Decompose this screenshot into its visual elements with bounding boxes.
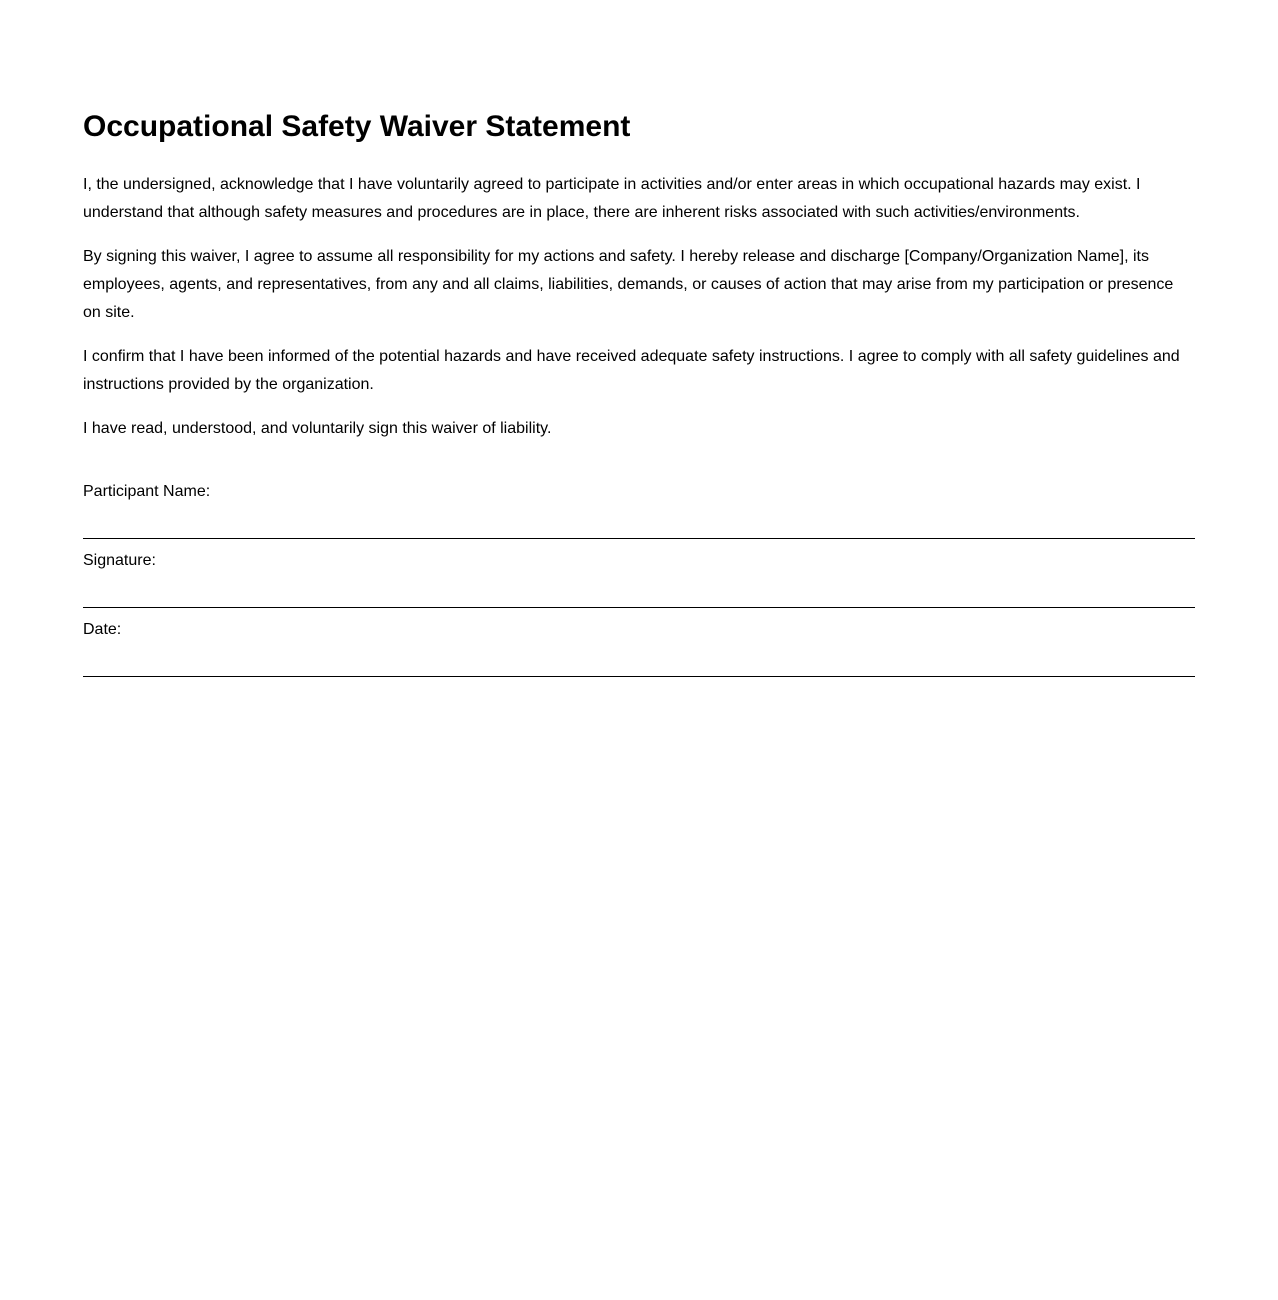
signature-section	[83, 478, 1195, 677]
participant-name-field	[83, 478, 1195, 539]
participant-name-line	[83, 538, 1195, 539]
date-line	[83, 676, 1195, 677]
participant-name-label: Participant Name:	[83, 483, 211, 500]
signature-field	[83, 547, 1195, 608]
waiver-paragraph-release: By signing this waiver, I agree to assume all responsibility for my actions and safety. I hereby release and discharge [Company/Organization Name], its employees, agents, and representatives, from any and all claims, liabilities, demands, or causes of action that may arise from my participation or presence on site.	[83, 248, 1174, 321]
waiver-paragraph-intro: I, the undersigned, acknowledge that I have voluntarily agreed to participate in activities and/or enter areas in which occupational hazards may exist. I understand that although safety measures and procedures are in place, there are inherent risks associated with such activities/environments.	[83, 176, 1141, 221]
signature-label: Signature:	[83, 552, 156, 569]
waiver-paragraph-confirmation: I confirm that I have been informed of the potential hazards and have received adequate safety instructions. I agree to comply with all safety guidelines and instructions provided by the organization.	[83, 348, 1180, 393]
page-title: Occupational Safety Waiver Statement	[83, 110, 631, 143]
date-label: Date:	[83, 621, 122, 638]
waiver-paragraph-acknowledgment: I have read, understood, and voluntarily sign this waiver of liability.	[83, 420, 552, 437]
date-field	[83, 616, 1195, 677]
signature-line	[83, 607, 1195, 608]
